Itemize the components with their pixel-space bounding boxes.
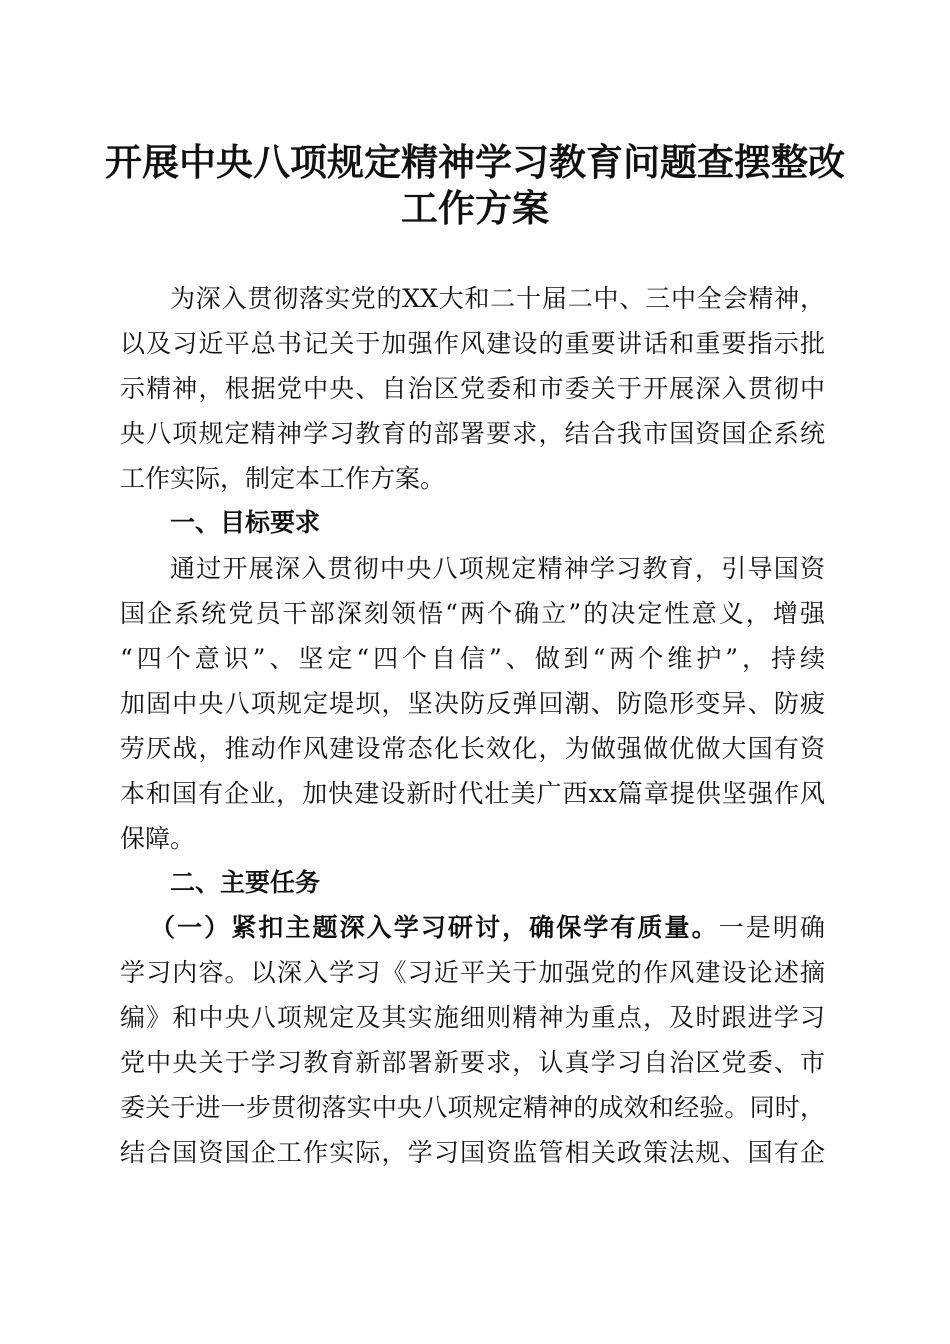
intro-line-4: 央八项规定精神学习教育的部署要求，结合我市国资国企系统 bbox=[120, 419, 825, 448]
section-1-line-2: 国企系统党员干部深刻领悟“两个确立”的决定性意义，增强 bbox=[120, 599, 825, 628]
section-2-line-5: 委关于进一步贯彻落实中央八项规定精神的成效和经验。同时， bbox=[120, 1093, 825, 1122]
section-2-line-3: 编》和中央八项规定及其实施细则精神为重点，及时跟进学习 bbox=[120, 1003, 825, 1032]
intro-line-5: 工作实际，制定本工作方案。 bbox=[120, 464, 446, 493]
section-2-heading: 二、主要任务 bbox=[170, 868, 321, 897]
document-title-line-2: 工作方案 bbox=[401, 186, 549, 230]
section-1-line-4: 加固中央八项规定堤坝，坚决防反弹回潮、防隐形变异、防疲 bbox=[120, 689, 825, 718]
intro-line-1: 为深入贯彻落实党的XX大和二十届二中、三中全会精神， bbox=[170, 284, 825, 313]
section-1-line-1: 通过开展深入贯彻中央八项规定精神学习教育，引导国资 bbox=[170, 554, 825, 583]
section-2-line-4: 党中央关于学习教育新部署新要求，认真学习自治区党委、市 bbox=[120, 1048, 825, 1077]
section-2-line-6: 结合国资国企工作实际，学习国资监管相关政策法规、国有企 bbox=[120, 1138, 825, 1167]
section-2-sub-1-first-line bbox=[150, 911, 825, 945]
section-1-line-3: “四个意识”、坚定“四个自信”、做到“两个维护”，持续 bbox=[120, 644, 825, 673]
intro-line-2: 以及习近平总书记关于加强作风建设的重要讲话和重要指示批 bbox=[120, 329, 825, 358]
section-1-heading: 一、目标要求 bbox=[170, 508, 321, 537]
section-2-line-2: 学习内容。以深入学习《习近平关于加强党的作风建设论述摘 bbox=[120, 958, 825, 987]
section-1-line-6: 本和国有企业，加快建设新时代壮美广西xx篇章提供坚强作风 bbox=[120, 779, 825, 808]
section-1-line-7: 保障。 bbox=[120, 824, 196, 853]
section-1-line-5: 劳厌战，推动作风建设常态化长效化，为做强做优做大国有资 bbox=[120, 734, 825, 763]
section-2-sub-1-first-rest: 一是明确 bbox=[718, 913, 825, 942]
section-2-sub-1-lead: （一）紧扣主题深入学习研讨，确保学有质量。 bbox=[150, 913, 719, 942]
document-title-line-1: 开展中央八项规定精神学习教育问题查摆整改 bbox=[105, 140, 845, 184]
intro-line-3: 示精神，根据党中央、自治区党委和市委关于开展深入贯彻中 bbox=[120, 374, 825, 403]
